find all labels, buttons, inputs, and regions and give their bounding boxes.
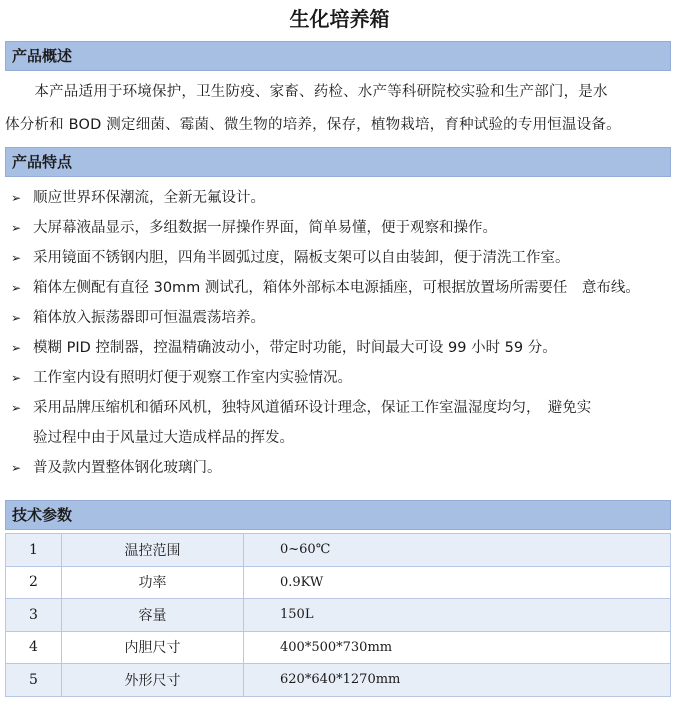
bullet-arrow-icon: ➢ — [11, 401, 22, 415]
bullet-arrow-icon: ➢ — [11, 251, 22, 265]
overview-line: 本产品适用于环境保护，卫生防疫、家畜、药检、水产等科研院校实验和生产部门，是水 — [5, 84, 608, 100]
spec-value: 620*640*1270mm — [244, 664, 671, 697]
bullet-arrow-icon: ➢ — [11, 221, 22, 235]
spec-row — [6, 534, 671, 567]
spec-number: 3 — [6, 599, 62, 632]
features-list — [5, 183, 671, 483]
feature-text — [33, 453, 671, 483]
bullet-arrow-icon: ➢ — [11, 191, 22, 205]
feature-line: 大屏幕液晶显示，多组数据一屏操作界面，简单易懂，便于观察和操作。 — [33, 220, 497, 236]
feature-item — [5, 213, 671, 243]
specs-header: 技术参数 — [5, 500, 671, 530]
feature-item — [5, 363, 671, 393]
feature-line: 模糊 PID 控制器，控温精确波动小，带定时功能，时间最大可设 99 小时 59 分。 — [33, 340, 557, 356]
spec-value: 150L — [244, 599, 671, 632]
spec-row — [6, 599, 671, 632]
spec-row — [6, 664, 671, 697]
page-title: 生化培养箱 — [289, 7, 390, 31]
bullet-arrow-icon: ➢ — [11, 341, 22, 355]
feature-text — [33, 273, 671, 303]
feature-text — [33, 303, 671, 333]
spec-number: 2 — [6, 566, 62, 599]
feature-line: 箱体左侧配有直径 30mm 测试孔，箱体外部标本电源插座，可根据放置场所需要任 意布线。 — [33, 280, 640, 296]
feature-item — [5, 243, 671, 273]
feature-line: 工作室内设有照明灯便于观察工作室内实验情况。 — [33, 370, 352, 386]
spec-number: 4 — [6, 631, 62, 664]
feature-line: 顺应世界环保潮流，全新无氟设计。 — [33, 190, 265, 206]
spec-name: 外形尺寸 — [62, 664, 244, 697]
feature-text — [33, 363, 671, 393]
feature-text — [33, 243, 671, 273]
spec-number: 5 — [6, 664, 62, 697]
spec-value: 0~60℃ — [244, 534, 671, 567]
feature-item — [5, 273, 671, 303]
spec-value: 400*500*730mm — [244, 631, 671, 664]
feature-line: 采用镜面不锈钢内胆，四角半圆弧过度，隔板支架可以自由装卸，便于清洗工作室。 — [33, 250, 570, 266]
feature-line: 采用品牌压缩机和循环风机，独特风道循环设计理念，保证工作室温湿度均匀， 避免实 — [33, 400, 592, 416]
feature-line: 验过程中由于风量过大造成样品的挥发。 — [33, 430, 294, 446]
bullet-arrow-icon: ➢ — [11, 311, 22, 325]
feature-text — [33, 333, 671, 363]
overview-line: 体分析和 BOD 测定细菌、霉菌、微生物的培养，保存，植物栽培，育种试验的专用恒温设备。 — [5, 117, 621, 133]
feature-text — [33, 213, 671, 243]
bullet-arrow-icon: ➢ — [11, 371, 22, 385]
feature-item — [5, 393, 671, 453]
bullet-arrow-icon: ➢ — [11, 461, 22, 475]
spec-name: 容量 — [62, 599, 244, 632]
spec-name: 功率 — [62, 566, 244, 599]
spec-row — [6, 631, 671, 664]
spec-row — [6, 566, 671, 599]
overview-text — [5, 76, 671, 144]
spec-name: 温控范围 — [62, 534, 244, 567]
feature-item — [5, 183, 671, 213]
feature-line: 箱体放入振荡器即可恒温震荡培养。 — [33, 310, 265, 326]
feature-item — [5, 333, 671, 363]
feature-item — [5, 453, 671, 483]
bullet-arrow-icon: ➢ — [11, 281, 22, 295]
features-header: 产品特点 — [5, 147, 671, 177]
spec-name: 内胆尺寸 — [62, 631, 244, 664]
spec-number: 1 — [6, 534, 62, 567]
overview-header: 产品概述 — [5, 41, 671, 71]
spec-value: 0.9KW — [244, 566, 671, 599]
feature-text — [33, 393, 671, 453]
specs-table — [5, 533, 671, 697]
feature-text — [33, 183, 671, 213]
feature-line: 普及款内置整体钢化玻璃门。 — [33, 460, 222, 476]
feature-item — [5, 303, 671, 333]
